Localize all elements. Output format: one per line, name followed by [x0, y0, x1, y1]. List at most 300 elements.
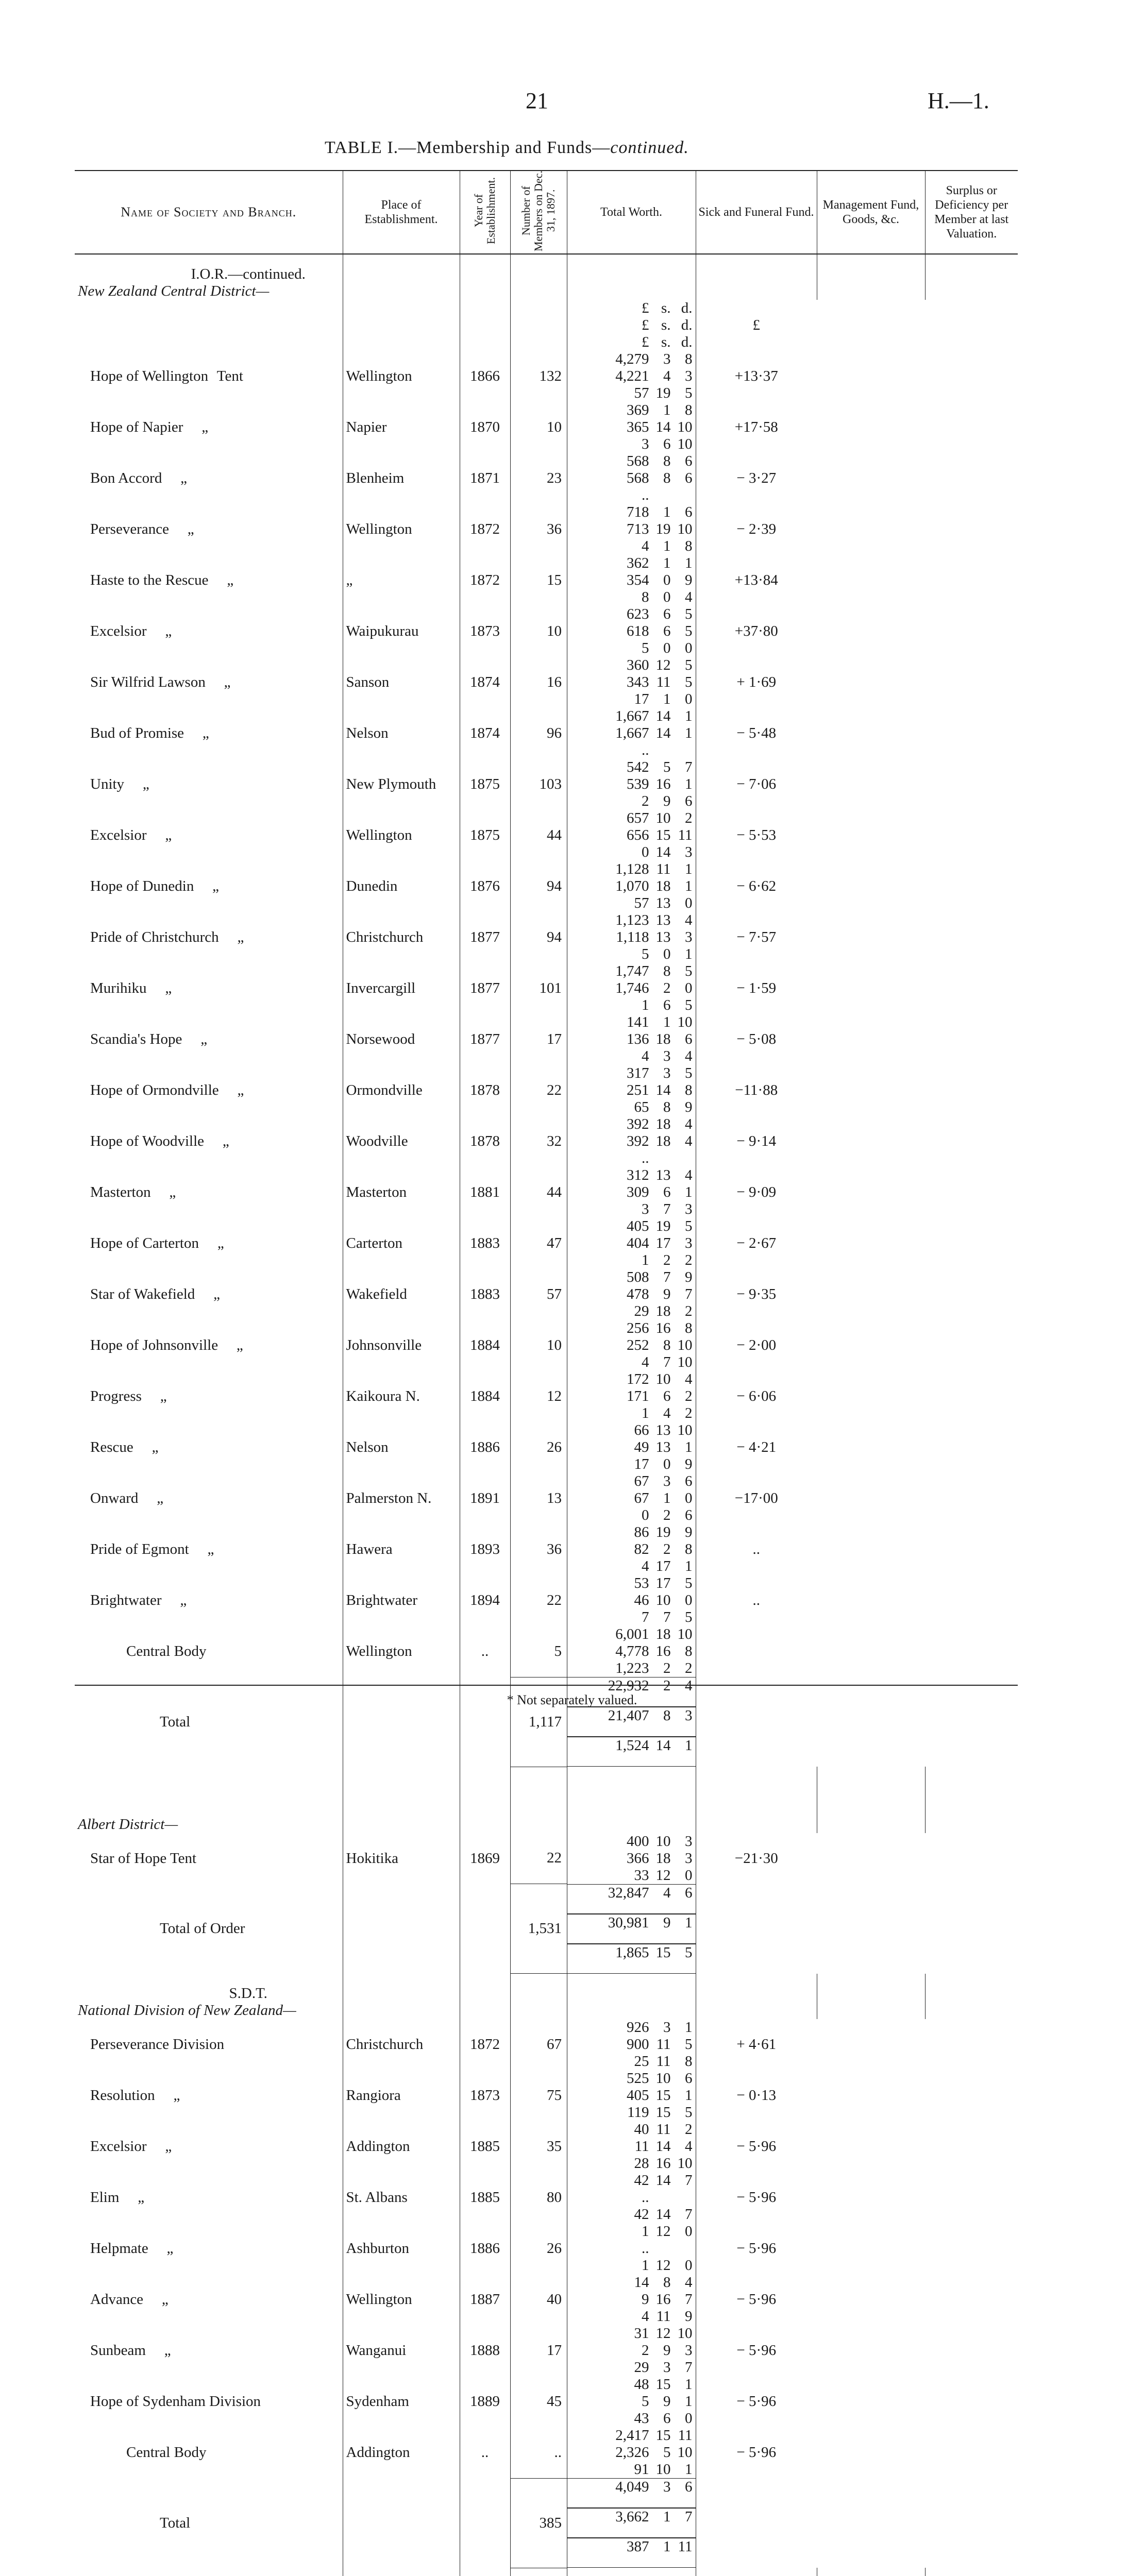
members: 17 — [510, 2325, 567, 2376]
sdt-total-row-label: Total — [160, 2514, 191, 2531]
management-fund-pence: 7 — [685, 2206, 693, 2223]
management-fund-shillings: 15 — [655, 2104, 671, 2121]
total-members: 385 — [510, 2478, 567, 2568]
total-worth — [567, 1320, 696, 1337]
year: 1884 — [460, 1320, 510, 1371]
total-worth-pence: 1 — [685, 2376, 693, 2393]
sick-fund-pounds: 405 — [627, 2087, 649, 2104]
surplus: −17·00 — [696, 1473, 817, 1524]
ior-row-name — [75, 1473, 343, 1524]
management-fund — [567, 2308, 696, 2325]
ior-row-name — [75, 606, 343, 657]
management-fund-shillings: 0 — [663, 589, 671, 605]
sick-fund-pence: 0 — [685, 1592, 693, 1608]
management-fund-pence: 8 — [685, 2053, 693, 2070]
management-fund-shillings: 13 — [655, 895, 671, 911]
place: St. Albans — [343, 2172, 460, 2223]
branch-suffix: „ — [138, 2189, 145, 2206]
place: Brightwater — [343, 1575, 460, 1626]
branch-name: Hope of Dunedin — [90, 878, 194, 894]
surplus: − 7·06 — [696, 759, 817, 810]
total-worth — [567, 810, 696, 827]
management-fund-shillings: 2 — [663, 1507, 671, 1523]
sdt-district — [75, 2002, 1018, 2019]
sick-fund — [567, 1133, 696, 1150]
members: 35 — [510, 2121, 567, 2172]
sick-fund-shillings: 9 — [663, 2342, 671, 2359]
total-worth-pounds: 1,667 — [615, 708, 649, 724]
members: 15 — [510, 555, 567, 606]
branch-name: Pride of Egmont — [90, 1541, 189, 1557]
place: Ashburton — [343, 2223, 460, 2274]
management-fund-shillings: 0 — [663, 1456, 671, 1472]
year: 1881 — [460, 1167, 510, 1218]
members: 103 — [510, 759, 567, 810]
sick-fund-shillings: 6 — [663, 1388, 671, 1404]
surplus: +13·37 — [696, 351, 817, 402]
management-fund-pounds: 25 — [634, 2053, 649, 2070]
ior-district — [75, 283, 1018, 300]
total-worth-pence: 1 — [685, 861, 693, 877]
sick-fund — [567, 1235, 696, 1252]
total-worth-shillings: 3 — [663, 351, 671, 367]
total-worth-pounds: 718 — [627, 504, 649, 520]
surplus: +13·84 — [696, 555, 817, 606]
branch-name: Bud of Promise — [90, 725, 184, 741]
total-management-fund — [567, 2538, 696, 2568]
total-worth — [567, 963, 696, 980]
management-fund-pence: 7 — [685, 2359, 693, 2376]
total-sick-fund — [567, 1914, 696, 1944]
ior-row-name — [75, 810, 343, 861]
members: 22 — [510, 1833, 567, 1884]
branch-suffix: „ — [165, 623, 172, 639]
table-title-italic: continued. — [610, 138, 689, 157]
sdt-row-name — [75, 2325, 343, 2376]
albert-district-text: Albert District— — [78, 1816, 178, 1833]
sick-fund-pence: 4 — [685, 1133, 693, 1149]
place: Palmerston N. — [343, 1473, 460, 1524]
ior-row-name — [75, 759, 343, 810]
management-fund-shillings: 16 — [655, 2155, 671, 2172]
management-fund-pence: 1 — [685, 2461, 693, 2478]
branch-name: Advance — [90, 2291, 144, 2308]
sick-fund-shillings: 14 — [655, 725, 671, 741]
sdt-row — [75, 2223, 1018, 2274]
management-fund-pounds: 3 — [642, 436, 649, 452]
branch-suffix: „ — [165, 827, 172, 843]
management-fund-shillings: 9 — [663, 793, 671, 809]
total-worth — [567, 759, 696, 776]
management-fund-shillings: 14 — [655, 2206, 671, 2223]
members: 94 — [510, 912, 567, 963]
sick-fund-pounds: 309 — [627, 1184, 649, 1200]
management-fund-shillings — [649, 1150, 671, 1167]
ior-district-text: New Zealand Central District— — [78, 283, 270, 299]
members: 5 — [510, 1626, 567, 1677]
management-fund-pence: 4 — [685, 589, 693, 605]
total-sick-fund-shillings: 1 — [663, 2509, 671, 2525]
header-management-fund: Management Fund, Goods, &c. — [817, 171, 925, 254]
management-fund-pounds: 28 — [634, 2155, 649, 2172]
management-fund-pounds: 119 — [627, 2104, 649, 2121]
ior-row-name — [75, 1524, 343, 1575]
management-fund-pence: 2 — [685, 1303, 693, 1319]
ior-row-name — [75, 1218, 343, 1269]
year: 1885 — [460, 2172, 510, 2223]
place: Waipukurau — [343, 606, 460, 657]
management-fund — [567, 2104, 696, 2121]
sick-fund — [567, 1850, 696, 1867]
branch-name: Unity — [90, 776, 125, 792]
branch-suffix: „ — [169, 1184, 176, 1200]
branch-suffix: „ — [152, 1439, 159, 1455]
total-worth-pounds: 4,279 — [615, 351, 649, 367]
sick-fund — [567, 1541, 696, 1558]
surplus: +17·58 — [696, 402, 817, 453]
ior-row — [75, 1626, 1018, 1677]
currency-mf: £ s. d. — [567, 334, 696, 351]
place: Kaikoura N. — [343, 1371, 460, 1422]
management-fund — [567, 487, 696, 504]
spacer-row — [75, 254, 1018, 266]
branch-suffix: „ — [201, 419, 209, 435]
year: 1871 — [460, 453, 510, 504]
branch-suffix: „ — [217, 1235, 224, 1251]
sick-fund-pounds: 1,667 — [615, 725, 649, 741]
sick-fund-shillings: 14 — [655, 1082, 671, 1098]
total-worth-shillings: 19 — [655, 1218, 671, 1234]
members: 57 — [510, 1269, 567, 1320]
total-worth-pence: 5 — [685, 1575, 693, 1591]
total-worth-shillings: 3 — [663, 1065, 671, 1081]
sick-fund — [567, 2036, 696, 2053]
total-worth-pounds: 657 — [627, 810, 649, 826]
total-worth-pence: 8 — [685, 1320, 693, 1336]
sick-fund-pence: 3 — [685, 929, 693, 945]
year: 1888 — [460, 2325, 510, 2376]
ior-row — [75, 1320, 1018, 1371]
members: 45 — [510, 2376, 567, 2427]
place: Addington — [343, 2121, 460, 2172]
surplus: − 9·09 — [696, 1167, 817, 1218]
sick-fund — [567, 419, 696, 436]
sick-fund-pounds: 900 — [627, 2036, 649, 2053]
ior-row — [75, 1014, 1018, 1065]
year: 1874 — [460, 657, 510, 708]
management-fund-pence: 10 — [677, 1354, 693, 1370]
sick-fund-pounds: 4,221 — [615, 368, 649, 384]
sdt-total-row — [75, 2478, 1018, 2568]
total-worth-pence: 4 — [685, 1116, 693, 1132]
sick-fund — [567, 1286, 696, 1303]
sick-fund — [567, 1082, 696, 1099]
sick-fund — [567, 2291, 696, 2308]
total-sick-fund-pence: 7 — [685, 2509, 693, 2525]
ior-row — [75, 1116, 1018, 1167]
sdt-row-name — [75, 2376, 343, 2427]
management-fund — [567, 1252, 696, 1269]
sick-fund-pence: 3 — [685, 368, 693, 384]
total-worth-pounds: 926 — [627, 2019, 649, 2036]
management-fund-pounds: 91 — [634, 2461, 649, 2478]
ior-row-name — [75, 1575, 343, 1626]
management-fund-pounds: 43 — [634, 2410, 649, 2427]
table-title — [325, 138, 689, 158]
management-fund — [567, 793, 696, 810]
sick-fund-pounds: 2 — [642, 2342, 649, 2359]
sick-fund — [567, 2342, 696, 2359]
management-fund-pounds: 17 — [634, 691, 649, 707]
sick-fund — [567, 623, 696, 640]
sick-fund-shillings: 8 — [663, 470, 671, 486]
branch-suffix: „ — [200, 1031, 208, 1047]
sick-fund-pounds: 46 — [634, 1592, 649, 1608]
total-management-fund-shillings: 14 — [655, 1737, 671, 1754]
total-worth — [567, 1014, 696, 1031]
management-fund — [567, 742, 696, 759]
sick-fund-pence: 6 — [685, 470, 693, 486]
branch-name: Onward — [90, 1490, 139, 1506]
sick-fund-pounds: .. — [642, 2189, 649, 2206]
management-fund-shillings: 18 — [655, 1303, 671, 1319]
members: 44 — [510, 1167, 567, 1218]
place: Wanganui — [343, 2325, 460, 2376]
surplus: − 5·96 — [696, 2427, 817, 2478]
management-fund-pounds: 7 — [642, 1609, 649, 1625]
branch-name: Hope of Johnsonville — [90, 1337, 218, 1353]
total-sick-fund — [567, 1707, 696, 1737]
document-code: H.—1. — [928, 88, 989, 113]
header-name: Name of Society and Branch. — [75, 171, 343, 254]
total-worth-pounds: 4,049 — [615, 2479, 649, 2495]
albert-row — [75, 1833, 1018, 1884]
sick-fund-shillings: 15 — [655, 2087, 671, 2104]
sick-fund — [567, 1592, 696, 1609]
sick-fund-shillings: 13 — [655, 929, 671, 945]
management-fund — [567, 691, 696, 708]
branch-suffix: „ — [164, 2342, 171, 2359]
total-worth-pounds: 48 — [634, 2376, 649, 2393]
place: Johnsonville — [343, 1320, 460, 1371]
surplus — [696, 1626, 817, 1677]
management-fund — [567, 1303, 696, 1320]
sick-fund-shillings: 8 — [663, 1337, 671, 1353]
total-worth-shillings: 10 — [655, 2070, 671, 2087]
branch-suffix: „ — [227, 572, 234, 588]
sick-fund-pounds: 354 — [627, 572, 649, 588]
place: Ormondville — [343, 1065, 460, 1116]
total-worth — [567, 1575, 696, 1592]
place: Wellington — [343, 504, 460, 555]
management-fund-pounds: 1 — [642, 1252, 649, 1268]
total-worth — [567, 861, 696, 878]
branch-name: Perseverance Division — [90, 2036, 225, 2053]
total-worth-shillings: 1 — [663, 504, 671, 520]
total-worth — [567, 606, 696, 623]
total-worth-pounds: 317 — [627, 1065, 649, 1081]
members: 10 — [510, 1320, 567, 1371]
members: 10 — [510, 606, 567, 657]
management-fund-pounds: 3 — [642, 1201, 649, 1217]
total-management-fund-pence: 11 — [678, 2538, 693, 2555]
albert-district — [75, 1816, 1018, 1833]
total-worth — [567, 1626, 696, 1643]
management-fund-shillings: 3 — [663, 1048, 671, 1064]
sick-fund — [567, 521, 696, 538]
total-worth-pence: 6 — [685, 1884, 693, 1901]
total-worth-shillings: 8 — [663, 453, 671, 469]
branch-name: Sunbeam — [90, 2342, 146, 2359]
branch-name: Pride of Christchurch — [90, 929, 219, 945]
sick-fund-pence — [671, 2240, 693, 2257]
branch-suffix: „ — [236, 1337, 243, 1353]
header-total-worth: Total Worth. — [567, 171, 696, 254]
total-worth-shillings: 17 — [655, 1575, 671, 1591]
sick-fund-pence: 1 — [685, 2393, 693, 2410]
ior-row — [75, 606, 1018, 657]
management-fund-shillings: 7 — [663, 1201, 671, 1217]
sick-fund — [567, 2393, 696, 2410]
management-fund-pence: 5 — [685, 385, 693, 401]
sick-fund-shillings — [649, 2240, 671, 2257]
year: .. — [460, 2427, 510, 2478]
management-fund-shillings: 3 — [663, 2359, 671, 2376]
management-fund-shillings: 1 — [663, 691, 671, 707]
year: 1877 — [460, 1014, 510, 1065]
branch-name: Central Body — [126, 1643, 207, 1659]
total-worth — [567, 1371, 696, 1388]
table-body — [75, 254, 1018, 2576]
surplus: − 2·00 — [696, 1320, 817, 1371]
sick-fund — [567, 776, 696, 793]
sick-fund-pence: 0 — [685, 1490, 693, 1506]
management-fund — [567, 436, 696, 453]
members: 36 — [510, 504, 567, 555]
ior-total-row — [75, 1677, 1018, 1767]
members: 44 — [510, 810, 567, 861]
sick-fund — [567, 2444, 696, 2461]
total-worth-pence: 5 — [685, 1218, 693, 1234]
branch-suffix: „ — [222, 1133, 229, 1149]
total-worth-pounds: 405 — [627, 1218, 649, 1234]
management-fund — [567, 844, 696, 861]
branch-name: Bon Accord — [90, 470, 162, 486]
branch-suffix: „ — [237, 929, 244, 945]
year: 1883 — [460, 1269, 510, 1320]
sick-fund-pounds: 618 — [627, 623, 649, 639]
sick-fund-pence: 9 — [685, 572, 693, 588]
sick-fund-pence: 10 — [677, 521, 693, 537]
sick-fund — [567, 827, 696, 844]
management-fund-pounds: 4 — [642, 1048, 649, 1064]
header-surplus: Surplus or Deficiency per Member at last Valuation. — [925, 171, 1018, 254]
sick-fund-pounds: 1,746 — [615, 980, 649, 996]
management-fund-shillings: 12 — [655, 2257, 671, 2274]
surplus: − 2·67 — [696, 1218, 817, 1269]
total-worth-pence: 10 — [677, 2325, 693, 2342]
sick-fund-pounds: 11 — [634, 2138, 649, 2155]
ior-row-name — [75, 963, 343, 1014]
management-fund-pence: 9 — [685, 2308, 693, 2325]
management-fund — [567, 2155, 696, 2172]
total-worth-pounds: 508 — [627, 1269, 649, 1285]
table-title-main: TABLE I.—Membership and Funds— — [325, 138, 611, 157]
sick-fund-shillings: 15 — [655, 827, 671, 843]
management-fund-pence: 5 — [685, 997, 693, 1013]
members: 12 — [510, 1371, 567, 1422]
currency-tw: £ s. d. — [567, 300, 696, 317]
sick-fund-pounds: 252 — [627, 1337, 649, 1353]
total-worth — [567, 1524, 696, 1541]
sick-fund-pounds: 67 — [634, 1490, 649, 1506]
sick-fund-pence: 8 — [685, 1643, 693, 1659]
management-fund-pence: 3 — [685, 844, 693, 860]
total-worth-pence: 1 — [685, 555, 693, 571]
management-fund — [567, 1201, 696, 1218]
sick-fund-shillings: 11 — [656, 674, 671, 690]
surplus: + 4·61 — [696, 2019, 817, 2070]
branch-suffix: „ — [212, 878, 220, 894]
total-sick-fund-shillings: 8 — [663, 1707, 671, 1724]
ior-row-name — [75, 1116, 343, 1167]
total-management-fund-pence: 5 — [685, 1944, 693, 1961]
sick-fund-pence: 5 — [685, 623, 693, 639]
sick-fund-pounds: 539 — [627, 776, 649, 792]
total-worth — [567, 1833, 696, 1850]
place: Christchurch — [343, 912, 460, 963]
header-place: Place of Establishment. — [343, 171, 460, 254]
surplus: − 5·96 — [696, 2223, 817, 2274]
total-worth-pence: 8 — [685, 351, 693, 367]
ior-row-name — [75, 402, 343, 453]
branch-suffix: „ — [180, 1592, 187, 1608]
sick-fund-pounds: 251 — [627, 1082, 649, 1098]
total-worth-pence: 5 — [685, 963, 693, 979]
total-worth — [567, 351, 696, 368]
total-worth-shillings: 2 — [663, 1677, 671, 1694]
total-worth-shillings: 8 — [663, 2274, 671, 2291]
sick-fund-shillings: 17 — [655, 1235, 671, 1251]
sick-fund-shillings: 16 — [655, 1643, 671, 1659]
members: 75 — [510, 2070, 567, 2121]
management-fund-pounds: 4 — [642, 538, 649, 554]
management-fund-shillings: 14 — [655, 844, 671, 860]
surplus: − 1·59 — [696, 963, 817, 1014]
branch-name: Star of Hope Tent — [90, 1850, 197, 1867]
sick-fund-shillings: 6 — [663, 1184, 671, 1200]
year: 1875 — [460, 759, 510, 810]
total-worth — [567, 1473, 696, 1490]
year: 1886 — [460, 1422, 510, 1473]
management-fund-shillings: 11 — [656, 2053, 671, 2070]
year: 1889 — [460, 2376, 510, 2427]
sick-fund-pence: 10 — [677, 1337, 693, 1353]
sick-fund-shillings: 9 — [663, 1286, 671, 1302]
ior-row — [75, 1167, 1018, 1218]
sick-fund-pence: 2 — [685, 1388, 693, 1404]
branch-name: Murihiku — [90, 980, 147, 996]
total-worth-pounds: 312 — [627, 1167, 649, 1183]
sick-fund-pounds: 82 — [634, 1541, 649, 1557]
surplus: +37·80 — [696, 606, 817, 657]
total-worth-shillings: 16 — [655, 1320, 671, 1336]
ior-row — [75, 657, 1018, 708]
total-worth-shillings: 1 — [663, 555, 671, 571]
place: Sydenham — [343, 2376, 460, 2427]
total-worth-shillings: 3 — [663, 2479, 671, 2495]
total-worth-shillings: 11 — [656, 2121, 671, 2138]
